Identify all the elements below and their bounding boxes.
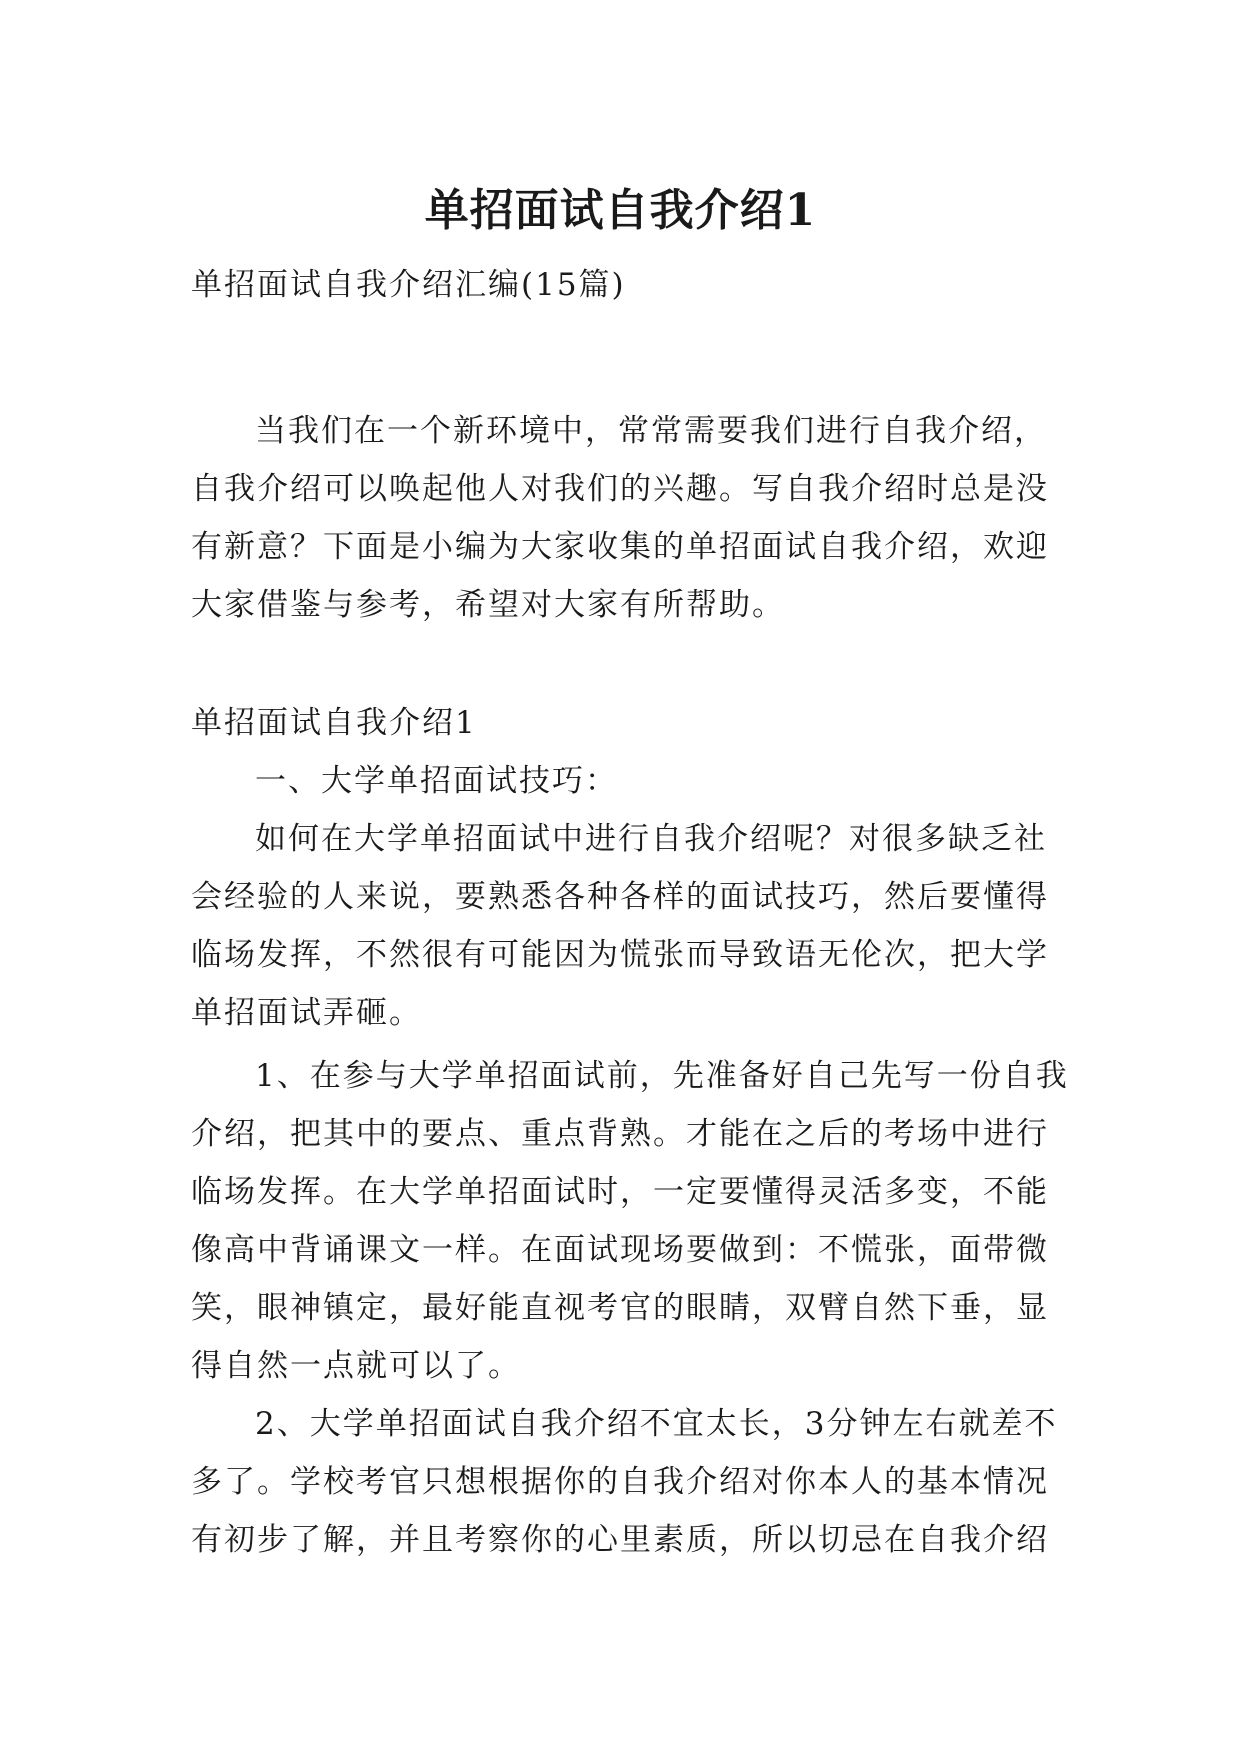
paragraph-point-1: 1、在参与大学单招面试前，先准备好自己先写一份自我介绍，把其中的要点、重点背熟。才能在之后的考场中进行临场发挥。在大学单招面试时，一定要懂得灵活多变，不能像高中背诵课文一样。在面试现场要做到：不慌张，面带微笑，眼神镇定，最好能直视考官的眼睛，双臂自然下垂，显得自然一点就可以了。	[191, 1058, 1069, 1384]
page-title: 单招面试自我介绍1	[424, 185, 817, 237]
paragraph-point-2: 2、大学单招面试自我介绍不宜太长，3分钟左右就差不多了。学校考官只想根据你的自我介绍对你本人的基本情况有初步了解，并且考察你的心里素质，所以切忌在自我介绍	[191, 1406, 1058, 1558]
document-subtitle: 单招面试自我介绍汇编(15篇)	[191, 267, 626, 303]
section-title: 单招面试自我介绍1	[191, 705, 477, 741]
sub-heading: 一、大学单招面试技巧：	[255, 763, 618, 799]
paragraph-how: 如何在大学单招面试中进行自我介绍呢？对很多缺乏社会经验的人来说，要熟悉各种各样的面试技巧，然后要懂得临场发挥，不然很有可能因为慌张而导致语无伦次，把大学单招面试弄砸。	[191, 821, 1049, 1031]
intro-paragraph: 当我们在一个新环境中，常常需要我们进行自我介绍，自我介绍可以唤起他人对我们的兴趣。写自我介绍时总是没有新意？下面是小编为大家收集的单招面试自我介绍，欢迎大家借鉴与参考，希望对大家有所帮助。	[191, 413, 1049, 623]
